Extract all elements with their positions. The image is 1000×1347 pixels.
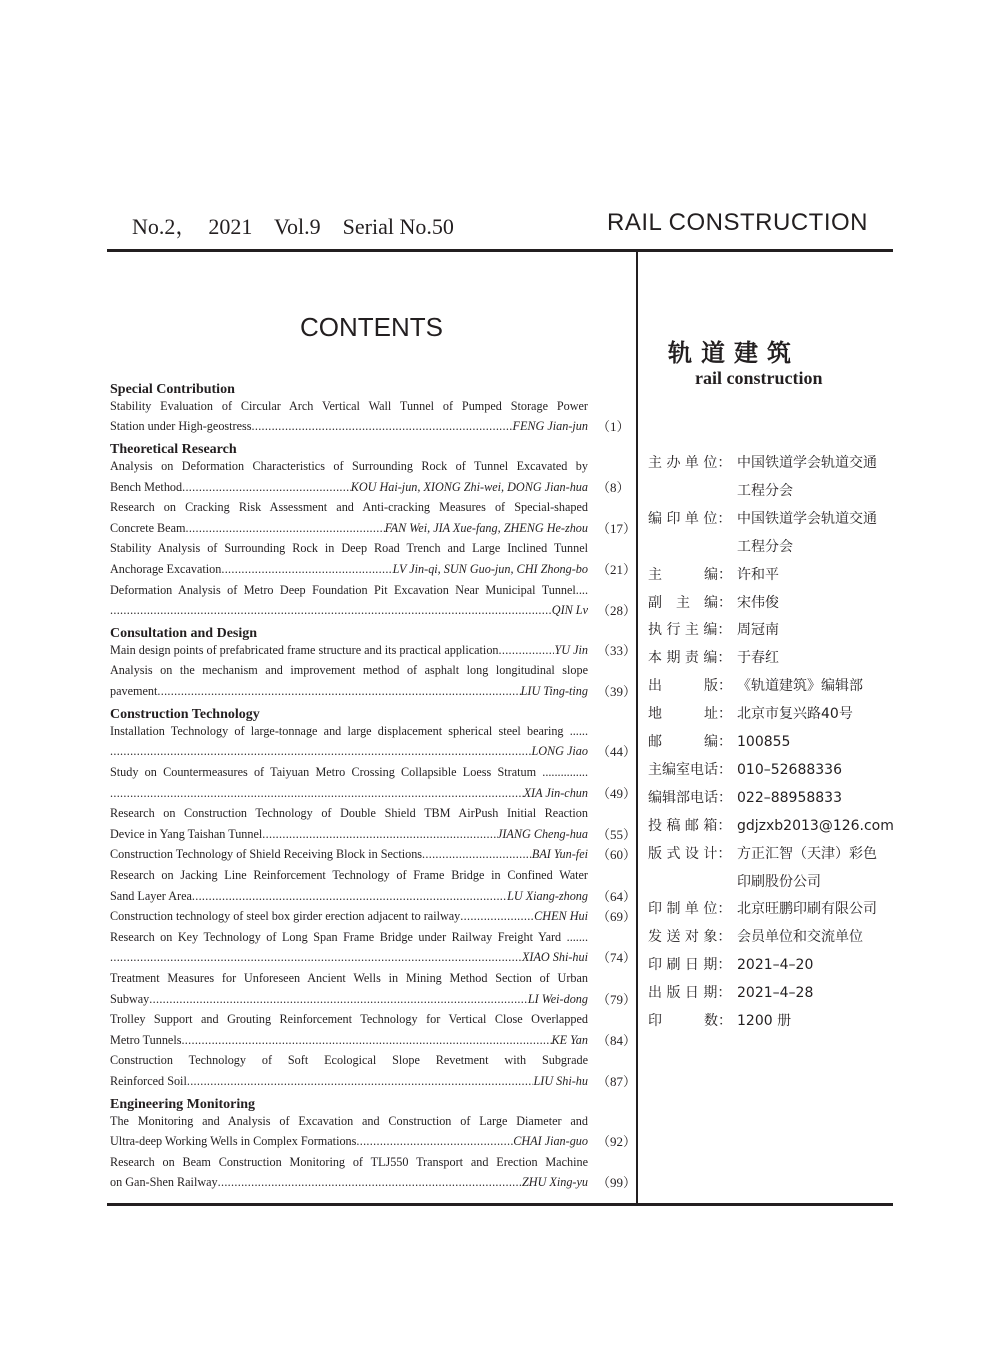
info-row — [648, 788, 898, 808]
entry-title-line: The Monitoring and Analysis of Excavation and Construction of Large Diameter and — [110, 1113, 588, 1128]
toc-entry-line — [110, 562, 588, 577]
info-value: 中国铁道学会轨道交通 — [737, 455, 877, 471]
leader-dots — [356, 1134, 513, 1149]
toc-entry-line — [110, 521, 588, 536]
info-value: 100855 — [737, 734, 791, 750]
entry-title-line: Stability Evaluation of Circular Arch Vertical Wall Tunnel of Pumped Storage Power — [110, 398, 588, 413]
info-value: 北京市复兴路40号 — [737, 706, 853, 723]
toc-entry-line — [110, 1033, 588, 1048]
entry-author: CHEN Hui — [534, 909, 588, 924]
entry-author: QIN Lv — [551, 603, 588, 618]
section-heading: Theoretical Research — [110, 442, 237, 458]
leader-dots — [185, 521, 384, 536]
toc-entry-line — [110, 909, 588, 924]
contents-title: CONTENTS — [300, 312, 443, 342]
leader-dots — [262, 827, 497, 842]
leader-dots — [187, 1074, 534, 1089]
entry-author: KE Yan — [551, 1032, 588, 1047]
info-row — [648, 453, 898, 473]
entry-page-number: （84） — [597, 1032, 637, 1048]
info-value: 中国铁道学会轨道交通 — [737, 510, 877, 527]
info-label: 发 送 对 象： — [648, 929, 732, 946]
toc-entry-line — [110, 786, 588, 801]
entry-page-number: （79） — [597, 991, 637, 1007]
entry-title-line: Station under High-geostress — [110, 419, 252, 434]
info-row — [648, 509, 898, 529]
info-label: 邮 编： — [648, 734, 732, 750]
entry-title-line: Concrete Beam — [110, 520, 186, 535]
journal-name: RAIL CONSTRUCTION — [607, 209, 868, 236]
info-row — [648, 844, 898, 864]
info-row — [648, 565, 898, 585]
info-label: 投 稿 邮 箱： — [648, 817, 732, 834]
entry-page-number: （99） — [597, 1175, 637, 1191]
info-row — [648, 816, 898, 836]
info-value: 北京旺鹏印刷有限公司 — [737, 901, 877, 918]
entry-author: FENG Jian-jun — [512, 419, 588, 434]
info-value: 2021–4–20 — [737, 957, 814, 974]
info-label: 编辑部电话： — [648, 789, 732, 806]
entry-page-number: （1） — [597, 419, 630, 435]
entry-title-line: Construction Technology of Soft Ecological Slope Revetment with Subgrade — [110, 1053, 588, 1068]
info-value: gdjzxb2013@126.com — [737, 817, 894, 834]
toc-entry-line — [110, 643, 588, 658]
info-value: 方正汇智（天津）彩色 — [737, 845, 877, 862]
info-label: 本 期 责 编： — [648, 650, 732, 667]
toc-entry-line — [110, 1134, 588, 1149]
leader-dots — [181, 1033, 551, 1048]
entry-title-line: Subway — [110, 991, 150, 1006]
entry-title-line: pavement — [110, 684, 158, 698]
info-value: 工程分会 — [737, 538, 793, 555]
leader-dots — [460, 909, 534, 924]
entry-page-number: （87） — [597, 1073, 637, 1089]
entry-page-number: （28） — [597, 603, 637, 619]
entry-author: XIAO Shi-hui — [521, 950, 588, 965]
toc-entry-line — [110, 684, 588, 699]
info-row — [648, 704, 898, 724]
entry-title-line: Reinforced Soil — [110, 1073, 187, 1088]
journal-title-english: rail construction — [695, 368, 823, 388]
info-label: 印 数： — [648, 1013, 732, 1029]
info-value: 010–52688336 — [737, 761, 842, 778]
info-value: 1200 册 — [737, 1013, 792, 1029]
toc-entry-line — [110, 419, 588, 434]
info-row — [648, 481, 898, 501]
info-value: 会员单位和交流单位 — [737, 929, 863, 946]
section-heading: Consultation and Design — [110, 626, 258, 642]
entry-page-number: （74） — [597, 950, 637, 966]
toc-entry-line — [110, 847, 588, 862]
toc-entry-line — [110, 950, 588, 965]
entry-author: LIU Shi-hu — [533, 1073, 588, 1088]
info-value: 2021–4–28 — [737, 985, 814, 1002]
entry-author: LV Jin-qi, SUN Guo-jun, CHI Zhong-bo — [392, 561, 588, 576]
info-row — [648, 648, 898, 668]
toc-entry-line — [110, 827, 588, 842]
leader-dots — [499, 643, 555, 658]
entry-title-line: Research on Construction Technology of Double Shield TBM AirPush Initial Reaction — [110, 806, 588, 821]
leader-dots — [110, 603, 552, 618]
entry-author: ZHU Xing-yu — [521, 1175, 588, 1190]
info-value: 周冠南 — [737, 622, 779, 639]
entry-author: JIANG Cheng-hua — [496, 826, 588, 841]
leader-dots — [422, 847, 532, 862]
entry-title-line: Treatment Measures for Unforeseen Ancient Wells in Mining Method Section of Urban — [110, 970, 588, 985]
info-label: 副 主 编： — [648, 594, 732, 611]
info-row — [648, 872, 898, 892]
toc-entry-line — [110, 889, 588, 904]
toc-entry-line — [110, 603, 588, 618]
entry-page-number: （17） — [597, 520, 637, 536]
entry-title-line: Research on Key Technology of Long Span Frame Bridge under Railway Freight Yard ....... — [110, 929, 588, 944]
entry-title-line: Analysis on Deformation Characteristics of Surrounding Rock of Tunnel Excavated by — [110, 458, 588, 473]
leader-dots — [149, 992, 528, 1007]
leader-dots — [110, 950, 522, 965]
entry-title-line: Construction Technology of Shield Receiving Block in Sections — [110, 847, 423, 862]
section-heading: Construction Technology — [110, 707, 260, 723]
bottom-rule — [107, 1203, 893, 1206]
info-row — [648, 676, 898, 696]
entry-title-line: Device in Yang Taishan Tunnel — [110, 826, 263, 841]
info-label: 编 印 单 位： — [648, 510, 732, 527]
entry-title-line: Main design points of prefabricated frame structure and its practical application — [110, 642, 499, 657]
issue-info: No.2， 2021 Vol.9 Serial No.50 — [132, 214, 454, 239]
leader-dots — [110, 744, 531, 759]
entry-author: FAN Wei, JIA Xue-fang, ZHENG He-zhou — [384, 520, 588, 535]
info-row — [648, 1011, 898, 1031]
leader-dots — [192, 889, 507, 904]
info-value: 印刷股份公司 — [737, 873, 821, 890]
entry-author: LONG Jiao — [531, 744, 588, 759]
top-rule — [107, 249, 893, 252]
entry-title-line: Study on Countermeasures of Taiyuan Metro Crossing Collapsible Loess Stratum ............... — [110, 764, 588, 779]
info-row — [648, 760, 898, 780]
entry-page-number: （8） — [597, 479, 630, 495]
entry-page-number: （55） — [597, 826, 637, 842]
entry-title-line: Research on Cracking Risk Assessment and Anti-cracking Measures of Special-shaped — [110, 500, 588, 515]
leader-dots — [182, 480, 351, 495]
entry-page-number: （21） — [597, 561, 637, 577]
info-label: 印 刷 日 期： — [648, 957, 732, 974]
info-label: 执 行 主 编： — [648, 622, 732, 639]
info-row — [648, 620, 898, 640]
entry-title-line: Bench Method — [110, 479, 183, 494]
toc-entry-line — [110, 480, 588, 495]
info-row — [648, 732, 898, 752]
info-row — [648, 537, 898, 557]
info-label: 版 式 设 计： — [648, 845, 732, 862]
info-value: 于春红 — [737, 650, 779, 667]
entry-title-line: Research on Beam Construction Monitoring of TLJ550 Transport and Erection Machine — [110, 1154, 588, 1169]
entry-author: LI Wei-dong — [527, 991, 588, 1006]
entry-page-number: （44） — [597, 744, 637, 760]
entry-title-line: Trolley Support and Grouting Reinforcement Technology for Vertical Close Overlapped — [110, 1012, 588, 1027]
entry-page-number: （92） — [597, 1134, 637, 1150]
entry-title-line: Construction technology of steel box girder erection adjacent to railway — [110, 909, 461, 924]
entry-author: LU Xiang-zhong — [507, 888, 588, 903]
toc-entry-line — [110, 992, 588, 1007]
entry-title-line: Stability Analysis of Surrounding Rock in Deep Road Trench and Large Inclined Tunnel — [110, 541, 588, 556]
info-row — [648, 955, 898, 975]
info-value: 《轨道建筑》编辑部 — [737, 678, 863, 695]
entry-title-line: on Gan-Shen Railway — [110, 1175, 218, 1190]
entry-author: CHAI Jian-guo — [513, 1134, 588, 1149]
leader-dots — [252, 419, 513, 434]
info-row — [648, 927, 898, 947]
info-row — [648, 983, 898, 1003]
entry-title-line: Installation Technology of large-tonnage and large displacement spherical steel bearing ...... — [110, 723, 588, 738]
info-row — [648, 593, 898, 613]
column-divider — [636, 252, 638, 1203]
toc-entry-line — [110, 1074, 588, 1089]
entry-page-number: （39） — [597, 684, 637, 699]
entry-page-number: （49） — [597, 785, 637, 801]
section-heading: Special Contribution — [110, 382, 235, 397]
entry-author: XIA Jin-chun — [523, 785, 588, 800]
entry-author: KOU Hai-jun, XIONG Zhi-wei, DONG Jian-hua — [350, 479, 588, 494]
info-value: 工程分会 — [737, 482, 793, 499]
toc-entry-line — [110, 1175, 588, 1190]
info-value: 宋伟俊 — [737, 594, 779, 611]
entry-title-line: Research on Jacking Line Reinforcement Technology of Frame Bridge in Confined Water — [110, 867, 588, 882]
leader-dots — [157, 684, 520, 699]
entry-title-line: Anchorage Excavation — [110, 561, 222, 576]
entry-author: LIU Ting-ting — [520, 684, 588, 698]
entry-title-line: Sand Layer Area — [110, 888, 192, 903]
info-value: 许和平 — [737, 566, 779, 583]
leader-dots — [221, 562, 392, 577]
section-heading: Engineering Monitoring — [110, 1097, 256, 1112]
info-label: 出 版 日 期： — [648, 985, 732, 1002]
info-label: 地 址： — [648, 706, 732, 723]
entry-author: BAI Yun-fei — [531, 847, 588, 862]
entry-page-number: （33） — [597, 642, 637, 658]
leader-dots — [110, 786, 524, 801]
entry-page-number: （60） — [597, 847, 637, 863]
leader-dots — [218, 1175, 522, 1190]
entry-title-line: Ultra-deep Working Wells in Complex Formations — [110, 1134, 357, 1149]
journal-title-chinese: 轨道建筑 — [668, 339, 800, 367]
entry-title-line: Deformation Analysis of Metro Deep Foundation Pit Excavation Near Municipal Tunnel.... — [110, 582, 588, 597]
info-label: 主 编： — [648, 566, 732, 583]
entry-title-line: Analysis on the mechanism and improvement method of asphalt long longitudinal slope — [110, 663, 588, 678]
info-label: 主编室电话： — [648, 761, 732, 778]
toc-entry-line — [110, 744, 588, 759]
info-value: 022–88958833 — [737, 789, 842, 806]
entry-title-line: Metro Tunnels — [110, 1032, 182, 1047]
info-label: 主 办 单 位： — [648, 455, 732, 471]
info-row — [648, 899, 898, 919]
entry-author: YU Jin — [554, 642, 588, 657]
entry-page-number: （64） — [597, 888, 637, 904]
info-label: 出 版： — [648, 678, 732, 695]
info-label: 印 制 单 位： — [648, 901, 732, 918]
entry-page-number: （69） — [597, 909, 637, 925]
